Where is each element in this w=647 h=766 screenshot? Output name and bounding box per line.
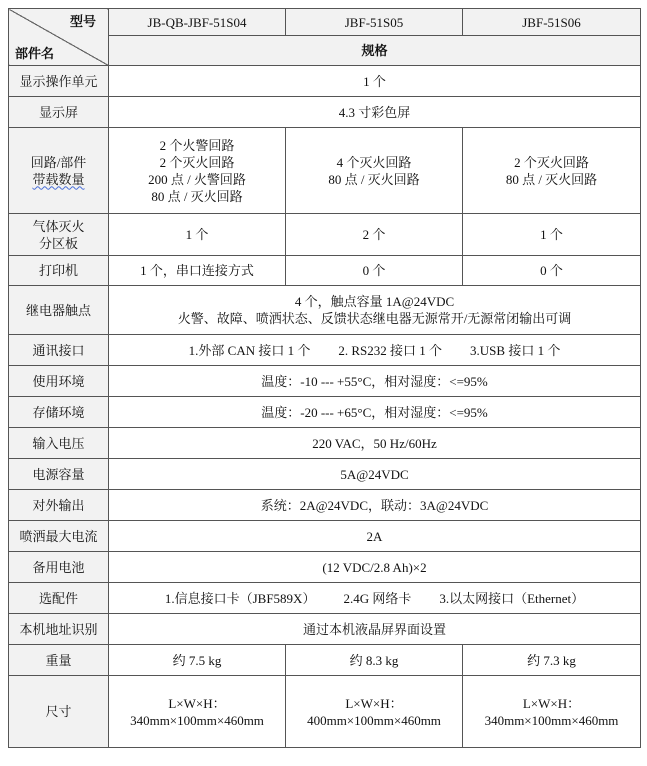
- value-line: L×W×H：: [168, 695, 226, 711]
- model-header-row: [9, 9, 641, 36]
- diagonal-header-cell: [9, 9, 109, 66]
- part-label: 部件名: [15, 46, 55, 61]
- display-unit-value: 1 个: [109, 66, 641, 97]
- env-use-value: 温度：-10 --- +55°C，相对湿度：<=95%: [109, 366, 641, 397]
- loop-capacity-m1: [109, 128, 286, 214]
- value-line: 4 个，触点容量 1A@24VDC: [294, 294, 455, 309]
- comm-item: 1.外部 CAN 接口 1 个: [188, 342, 311, 358]
- table-row: [9, 286, 641, 335]
- size-m3: [463, 676, 641, 748]
- model-1-header: JB-QB-JBF-51S04: [109, 9, 286, 36]
- value-line: 80 点 / 灭火回路: [328, 171, 420, 187]
- table-row: [9, 552, 641, 583]
- power-value: 5A@24VDC: [109, 459, 641, 490]
- table-row: [9, 214, 641, 256]
- value-line: 2 个灭火回路: [159, 154, 235, 170]
- value-line: 400mm×100mm×460mm: [307, 712, 441, 728]
- printer-m3: 0 个: [463, 256, 641, 286]
- comm-value: [109, 335, 641, 366]
- value-line: 4 个灭火回路: [336, 154, 412, 170]
- value-line: 80 点 / 灭火回路: [505, 171, 598, 187]
- value-line: 2 个火警回路: [159, 137, 235, 153]
- table-row: [9, 521, 641, 552]
- table-row: [9, 256, 641, 286]
- value-line: 80 点 / 灭火回路: [151, 188, 243, 204]
- model-label: 型号: [69, 14, 96, 29]
- table-row: [9, 428, 641, 459]
- size-m2: [286, 676, 463, 748]
- weight-m2: 约 8.3 kg: [286, 645, 463, 676]
- options-value: [109, 583, 641, 614]
- table-row: [9, 645, 641, 676]
- value-line: 340mm×100mm×460mm: [484, 712, 619, 728]
- row-label-output: 对外输出: [9, 490, 109, 521]
- row-label-power: 电源容量: [9, 459, 109, 490]
- loop-capacity-m2: [286, 128, 463, 214]
- row-label-relay: 继电器触点: [9, 286, 109, 335]
- label-line: 带载数量: [32, 171, 85, 187]
- spec-label: 规格: [109, 36, 641, 66]
- weight-m3: 约 7.3 kg: [463, 645, 641, 676]
- row-label-battery: 备用电池: [9, 552, 109, 583]
- address-value: 通过本机液晶屏界面设置: [109, 614, 641, 645]
- table-row: [9, 676, 641, 748]
- row-label-screen: 显示屏: [9, 97, 109, 128]
- table-row: [9, 335, 641, 366]
- table-row: [9, 366, 641, 397]
- spec-table: [8, 8, 641, 748]
- gas-board-m2: 2 个: [286, 214, 463, 256]
- row-label-options: 选配件: [9, 583, 109, 614]
- battery-value: (12 VDC/2.8 Ah)×2: [109, 552, 641, 583]
- option-item: 1.信息接口卡（JBF589X）: [164, 590, 316, 606]
- value-line: 2 个灭火回路: [514, 154, 589, 170]
- size-m1: [109, 676, 286, 748]
- screen-value: 4.3 寸彩色屏: [109, 97, 641, 128]
- table-row: [9, 490, 641, 521]
- gas-board-m1: 1 个: [109, 214, 286, 256]
- option-item: 3.以太网接口（Ethernet）: [439, 590, 585, 606]
- value-line: L×W×H：: [522, 695, 581, 711]
- value-line: 火警、故障、喷洒状态、反馈状态继电器无源常开/无源常闭输出可调: [177, 311, 572, 326]
- row-label-loop-capacity: [9, 128, 109, 214]
- printer-m2: 0 个: [286, 256, 463, 286]
- table-row: [9, 459, 641, 490]
- env-store-value: 温度：-20 --- +65°C，相对湿度：<=95%: [109, 397, 641, 428]
- comm-item: 2. RS232 接口 1 个: [338, 342, 443, 358]
- label-line: 气体灭火: [32, 218, 85, 234]
- table-row: [9, 97, 641, 128]
- gas-board-m3: 1 个: [463, 214, 641, 256]
- comm-item: 3.USB 接口 1 个: [470, 342, 561, 358]
- row-label-gas-board: [9, 214, 109, 256]
- printer-m1: 1 个，串口连接方式: [109, 256, 286, 286]
- label-line: 回路/部件: [30, 154, 87, 170]
- value-line: 340mm×100mm×460mm: [130, 712, 264, 728]
- row-label-printer: 打印机: [9, 256, 109, 286]
- row-label-display-unit: 显示操作单元: [9, 66, 109, 97]
- model-2-header: JBF-51S05: [286, 9, 463, 36]
- table-row: [9, 583, 641, 614]
- label-line: 分区板: [38, 235, 78, 251]
- value-line: L×W×H：: [345, 695, 403, 711]
- row-label-comm: 通讯接口: [9, 335, 109, 366]
- row-label-env-store: 存储环境: [9, 397, 109, 428]
- row-label-env-use: 使用环境: [9, 366, 109, 397]
- value-line: 200 点 / 火警回路: [148, 171, 246, 187]
- relay-value: [109, 286, 641, 335]
- model-3-header: JBF-51S06: [463, 9, 641, 36]
- row-label-address: 本机地址识别: [9, 614, 109, 645]
- table-row: [9, 128, 641, 214]
- row-label-spray: 喷洒最大电流: [9, 521, 109, 552]
- row-label-weight: 重量: [9, 645, 109, 676]
- output-value: 系统：2A@24VDC，联动：3A@24VDC: [109, 490, 641, 521]
- table-row: [9, 614, 641, 645]
- spray-value: 2A: [109, 521, 641, 552]
- weight-m1: 约 7.5 kg: [109, 645, 286, 676]
- table-row: [9, 66, 641, 97]
- voltage-value: 220 VAC，50 Hz/60Hz: [109, 428, 641, 459]
- loop-capacity-m3: [463, 128, 641, 214]
- option-item: 2.4G 网络卡: [343, 590, 412, 606]
- row-label-size: 尺寸: [9, 676, 109, 748]
- table-row: [9, 397, 641, 428]
- row-label-voltage: 输入电压: [9, 428, 109, 459]
